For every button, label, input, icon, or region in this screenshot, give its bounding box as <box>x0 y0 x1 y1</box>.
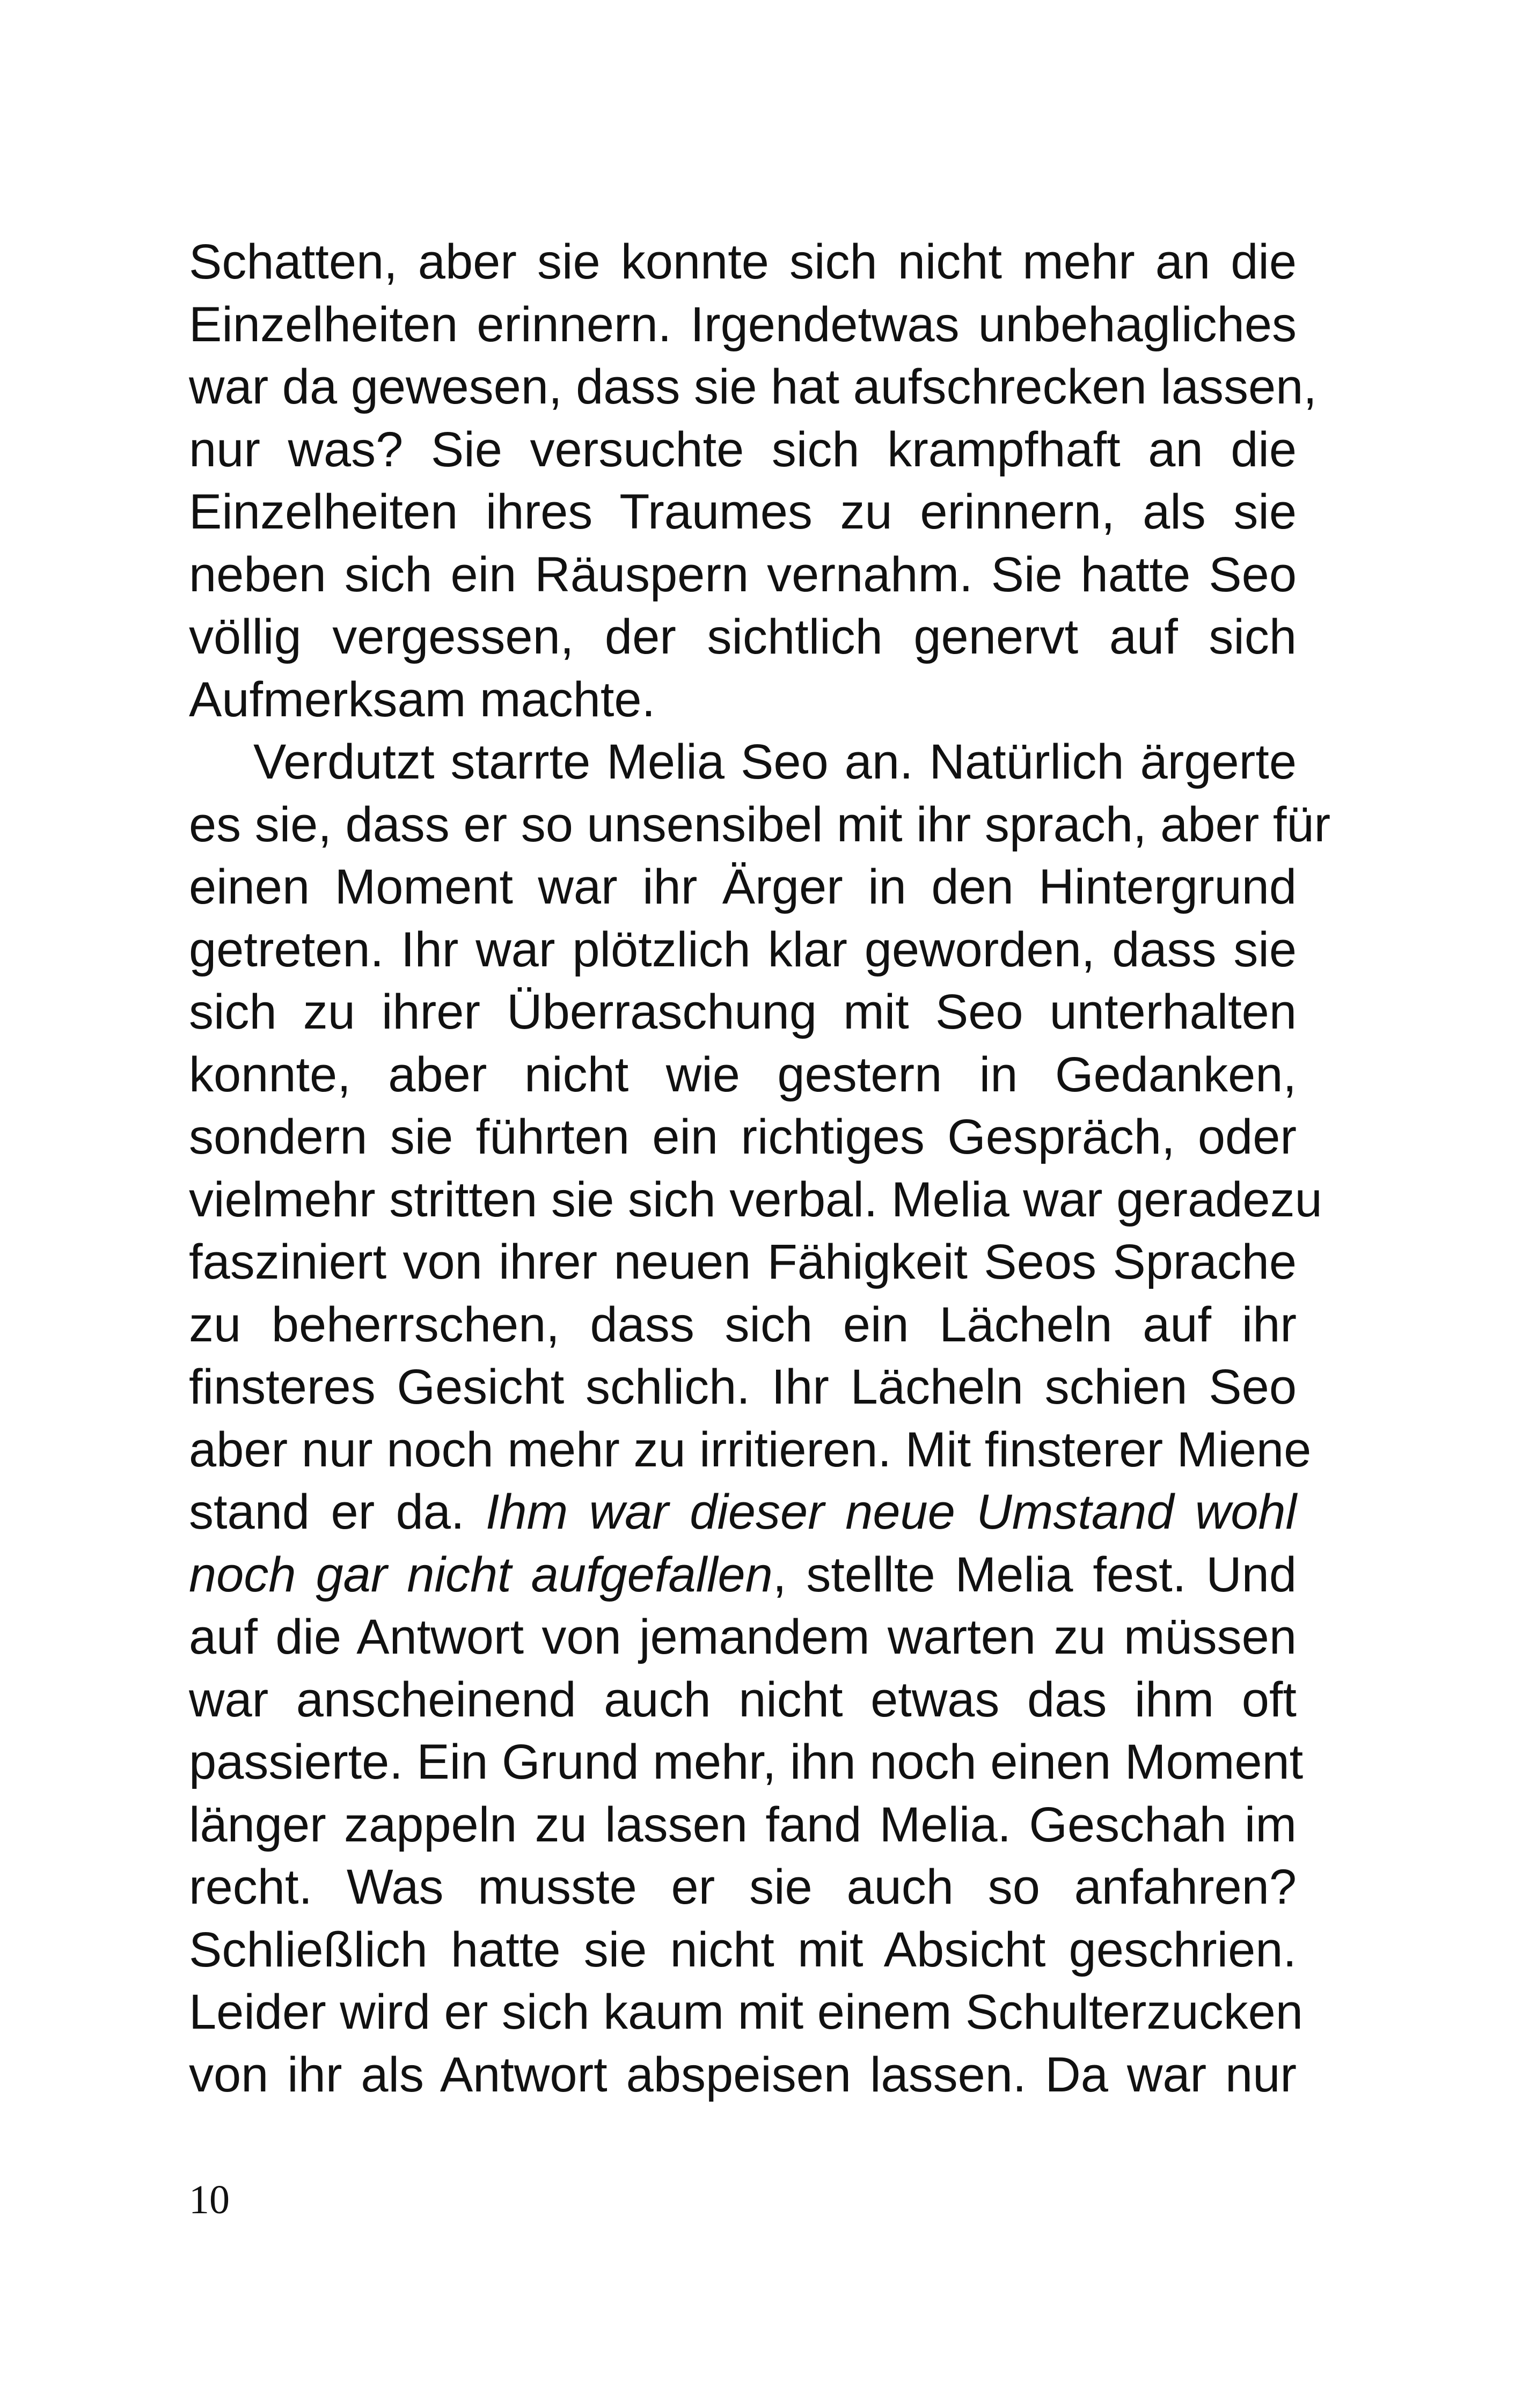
text-line: auf die Antwort von jemandem warten zu müssen <box>189 1610 1297 1664</box>
text-line: sich zu ihrer Überraschung mit Seo unterhalten <box>189 985 1297 1039</box>
text-line: völlig vergessen, der sichtlich genervt auf sich <box>189 610 1297 664</box>
body-text <box>189 231 1331 2106</box>
text-line: getreten. Ihr war plötzlich klar geworden, dass sie <box>189 922 1297 977</box>
text-line: Schließlich hatte sie nicht mit Absicht geschrien. <box>189 1922 1297 1977</box>
text-line: recht. Was musste er sie auch so anfahren? <box>189 1860 1297 1914</box>
text-line: war anscheinend auch nicht etwas das ihm oft <box>189 1672 1297 1727</box>
text-line: Aufmerksam machte. <box>189 672 656 727</box>
text-line: zu beherrschen, dass sich ein Lächeln auf ihr <box>189 1297 1297 1352</box>
text-run: stand er da. <box>189 1485 486 1539</box>
text-line: länger zappeln zu lassen fand Melia. Geschah im <box>189 1797 1297 1852</box>
text-line: war da gewesen, dass sie hat aufschrecken lassen, <box>189 359 1317 414</box>
text-line: Verdutzt starrte Melia Seo an. Natürlich ärgerte <box>253 735 1297 789</box>
text-line: fasziniert von ihrer neuen Fähigkeit Seos Sprache <box>189 1235 1297 1289</box>
text-line: Einzelheiten ihres Traumes zu erinnern, als sie <box>189 484 1297 539</box>
text-line: von ihr als Antwort abspeisen lassen. Da war nur <box>189 2047 1297 2102</box>
text-line: Einzelheiten erinnern. Irgendetwas unbehagliches <box>189 297 1297 352</box>
text-line: passierte. Ein Grund mehr, ihn noch einen Moment <box>189 1735 1304 1789</box>
text-line: Leider wird er sich kaum mit einem Schulterzucken <box>189 1985 1303 2039</box>
italic-text-run: Ihm war dieser neue Umstand wohl <box>485 1485 1297 1539</box>
text-line <box>189 1481 1297 1544</box>
italic-text-run: noch gar nicht aufgefallen <box>189 1547 773 1602</box>
text-line: aber nur noch mehr zu irritieren. Mit finsterer Miene <box>189 1422 1312 1477</box>
page-number: 10 <box>189 2177 230 2222</box>
text-line: vielmehr stritten sie sich verbal. Melia war geradezu <box>189 1172 1322 1227</box>
text-line <box>189 1544 1297 1606</box>
text-line: es sie, dass er so unsensibel mit ihr sprach, aber für <box>189 797 1331 852</box>
text-line: Schatten, aber sie konnte sich nicht mehr an die <box>189 234 1297 289</box>
text-line: konnte, aber nicht wie gestern in Gedanken, <box>189 1047 1297 1102</box>
text-line: sondern sie führten ein richtiges Gespräch, oder <box>189 1110 1297 1164</box>
text-line: nur was? Sie versuchte sich krampfhaft an die <box>189 422 1297 477</box>
text-line: neben sich ein Räuspern vernahm. Sie hatte Seo <box>189 547 1297 602</box>
text-line: einen Moment war ihr Ärger in den Hintergrund <box>189 860 1297 914</box>
text-run: , stellte Melia fest. Und <box>772 1547 1297 1602</box>
text-line: finsteres Gesicht schlich. Ihr Lächeln schien Seo <box>189 1360 1297 1414</box>
